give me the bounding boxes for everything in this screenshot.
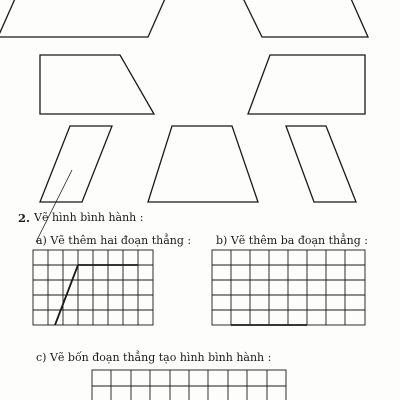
- tilted-parallelogram-shape: [40, 126, 112, 202]
- trapezoid-shape: [240, 0, 368, 37]
- part-c-label: c) Vẽ bốn đoạn thẳng tạo hình bình hành :: [36, 351, 272, 364]
- right-trapezoid-shape: [40, 55, 154, 114]
- part-a-label: a) Vẽ thêm hai đoạn thẳng :: [36, 234, 192, 247]
- grid-a: [33, 250, 153, 325]
- parallelogram-shape: [0, 0, 168, 37]
- isosceles-trapezoid-shape: [148, 126, 258, 202]
- pencil-mark: [36, 170, 72, 242]
- part-b-label: b) Vẽ thêm ba đoạn thẳng :: [216, 234, 369, 247]
- question-title: Vẽ hình bình hành :: [34, 211, 144, 224]
- trapezoid-shape-right: [248, 55, 365, 114]
- question-number: 2.: [18, 211, 31, 225]
- grid-b: [212, 250, 365, 325]
- grid-c: [92, 370, 286, 400]
- tilted-parallelogram-shape-right: [286, 126, 356, 202]
